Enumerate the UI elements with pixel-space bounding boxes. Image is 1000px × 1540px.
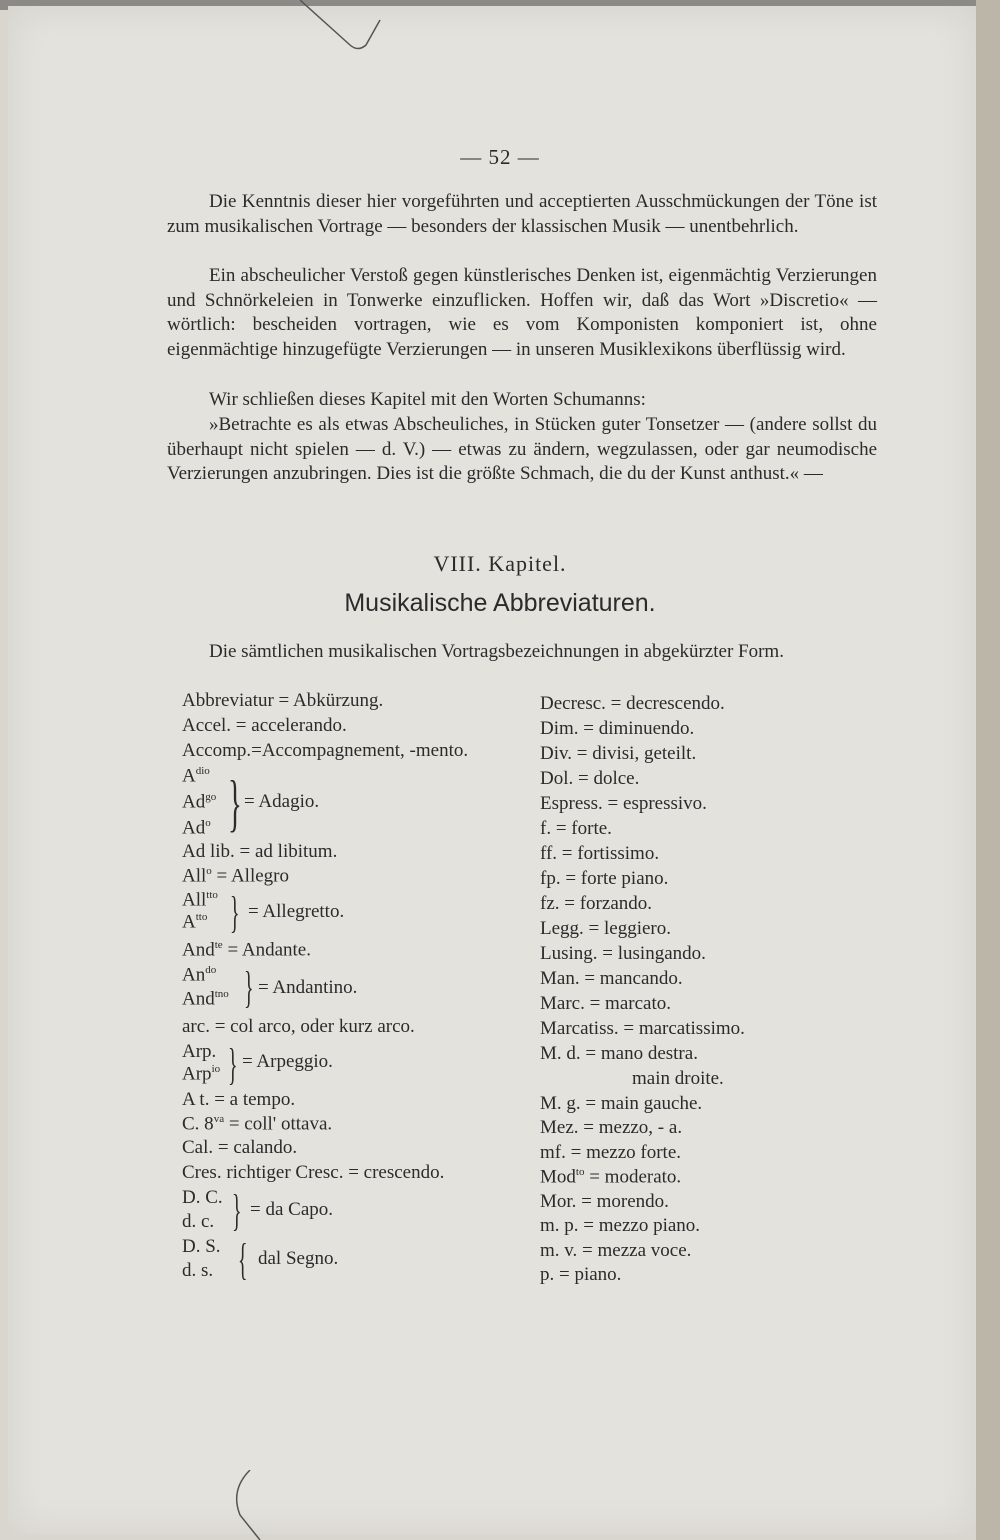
entry-dol: Dol. = dolce.	[540, 768, 640, 789]
entry-allegretto: All$^{tto}$ $A^{tto}$ } = Allegretto.	[182, 888, 345, 937]
entry-abbreviatur: Abbreviatur = Abkürzung.	[182, 690, 384, 711]
entry-mg: M. g. = main gauche.	[540, 1093, 703, 1114]
entry-f: f. = forte.	[540, 818, 612, 839]
entry-moderato: Mod$^{to}$ = moderato.	[540, 1166, 682, 1188]
entry-mp: m. p. = mezzo piano.	[540, 1215, 701, 1236]
brace-icon: }	[228, 1040, 238, 1089]
entry-lusing: Lusing. = lusingando.	[540, 943, 706, 964]
fold-mark-bottom	[220, 1470, 290, 1540]
entry-crescendo: Cres. richtiger Cresc. = crescendo.	[182, 1162, 445, 1183]
entry-man: Man. = mancando.	[540, 968, 683, 989]
entry-legg: Legg. = leggiero.	[540, 918, 672, 939]
entry-dalsegno: D. S. d. s. { dal Segno.	[182, 1235, 339, 1284]
fold-mark-top	[300, 0, 410, 60]
page-number: — 52 —	[460, 145, 540, 169]
chapter-intro: Die sämtlichen musikalischen Vortragsbezeichnungen in abgekürzter Form.	[209, 641, 784, 662]
brace-icon: }	[228, 767, 242, 838]
entry-main-droite: main droite.	[632, 1068, 724, 1089]
entry-fp: fp. = forte piano.	[540, 868, 669, 889]
entry-calando: Cal. = calando.	[182, 1137, 298, 1158]
entry-arpeggio: Arp. Arp$^{io}$ } = Arpeggio.	[182, 1040, 333, 1089]
brace-icon: {	[238, 1235, 248, 1284]
entry-fz: fz. = forzando.	[540, 893, 652, 914]
brace-icon: }	[232, 1186, 242, 1235]
brace-icon: }	[244, 963, 254, 1012]
paragraph-3: Wir schließen dieses Kapitel mit den Worten Schumanns:	[209, 389, 646, 410]
entry-dacapo: D. C. d. c. } = da Capo.	[182, 1186, 334, 1235]
entry-atempo: A t. = a tempo.	[182, 1089, 296, 1110]
entry-arco: arc. = col arco, oder kurz arco.	[182, 1016, 415, 1037]
entry-marc: Marc. = marcato.	[540, 993, 671, 1014]
entry-ottava: C. $8^{va}$ = coll' ottava.	[182, 1113, 333, 1135]
entry-accel: Accel. = accelerando.	[182, 715, 347, 736]
entry-dim: Dim. = diminuendo.	[540, 718, 695, 739]
entry-mv: m. v. = mezza voce.	[540, 1240, 692, 1261]
entry-andantino: $An^{do}$ And$^{tno}$ } = Andantino.	[182, 963, 358, 1012]
entry-mf: mf. = mezzo forte.	[540, 1142, 682, 1163]
chapter-title: Musikalische Abbreviaturen.	[344, 589, 656, 617]
entry-mez: Mez. = mezzo, - a.	[540, 1117, 683, 1138]
entry-andante: And$^{te}$ = Andante.	[182, 939, 311, 961]
page-edge	[976, 0, 1000, 1540]
left-column	[182, 690, 522, 1290]
entry-p: p. = piano.	[540, 1264, 622, 1285]
entry-marcatiss: Marcatiss. = marcatissimo.	[540, 1018, 745, 1039]
entry-div: Div. = divisi, geteilt.	[540, 743, 697, 764]
entry-mor: Mor. = morendo.	[540, 1191, 669, 1212]
entry-decresc: Decresc. = decrescendo.	[540, 693, 725, 714]
entry-md: M. d. = mano destra.	[540, 1043, 698, 1064]
paragraph-2: Ein abscheulicher Verstoß gegen künstlerisches Denken ist, eigenmächtig Verzierungen und Schnörkeleien in Tonwerke einzuflicken. Hoffen wir, daß das Wort »Discretio« — wörtlich: bescheiden vortragen, wie es vom Komponisten komponiert ist, ohne eigenmächtige hinzugefügte Verzierungen — in unseren Musiklexikons überflüssig wird.	[167, 265, 877, 360]
right-column	[540, 693, 830, 1293]
entry-ff: ff. = fortissimo.	[540, 843, 660, 864]
entry-adagio: $A^{dio}$ $Ad^{go}$ Ad$^o$ } = Adagio.	[182, 765, 320, 839]
entry-espress: Espress. = espressivo.	[540, 793, 707, 814]
chapter-number: VIII. Kapitel.	[433, 551, 567, 576]
paragraph-1: Die Kenntnis dieser hier vorgeführten und acceptierten Ausschmückungen der Töne ist zum musikalischen Vortrage — besonders der klassischen Musik — unentbehrlich.	[167, 191, 877, 237]
entry-allegro: All$^o$ = Allegro	[182, 865, 289, 887]
brace-icon: }	[230, 888, 240, 937]
paragraph-4: »Betrachte es als etwas Abscheuliches, in Stücken guter Tonsetzer — (andere sollst du überhaupt nicht spielen — d. V.) — etwas zu ändern, wegzulassen, oder gar neumodische Verzierungen anzubringen. Dies ist die größte Schmach, die du der Kunst anthust.« —	[167, 414, 877, 484]
entry-accomp: Accomp.=Accompagnement, -mento.	[182, 740, 469, 761]
entry-adlib: Ad lib. = ad libitum.	[182, 841, 338, 862]
